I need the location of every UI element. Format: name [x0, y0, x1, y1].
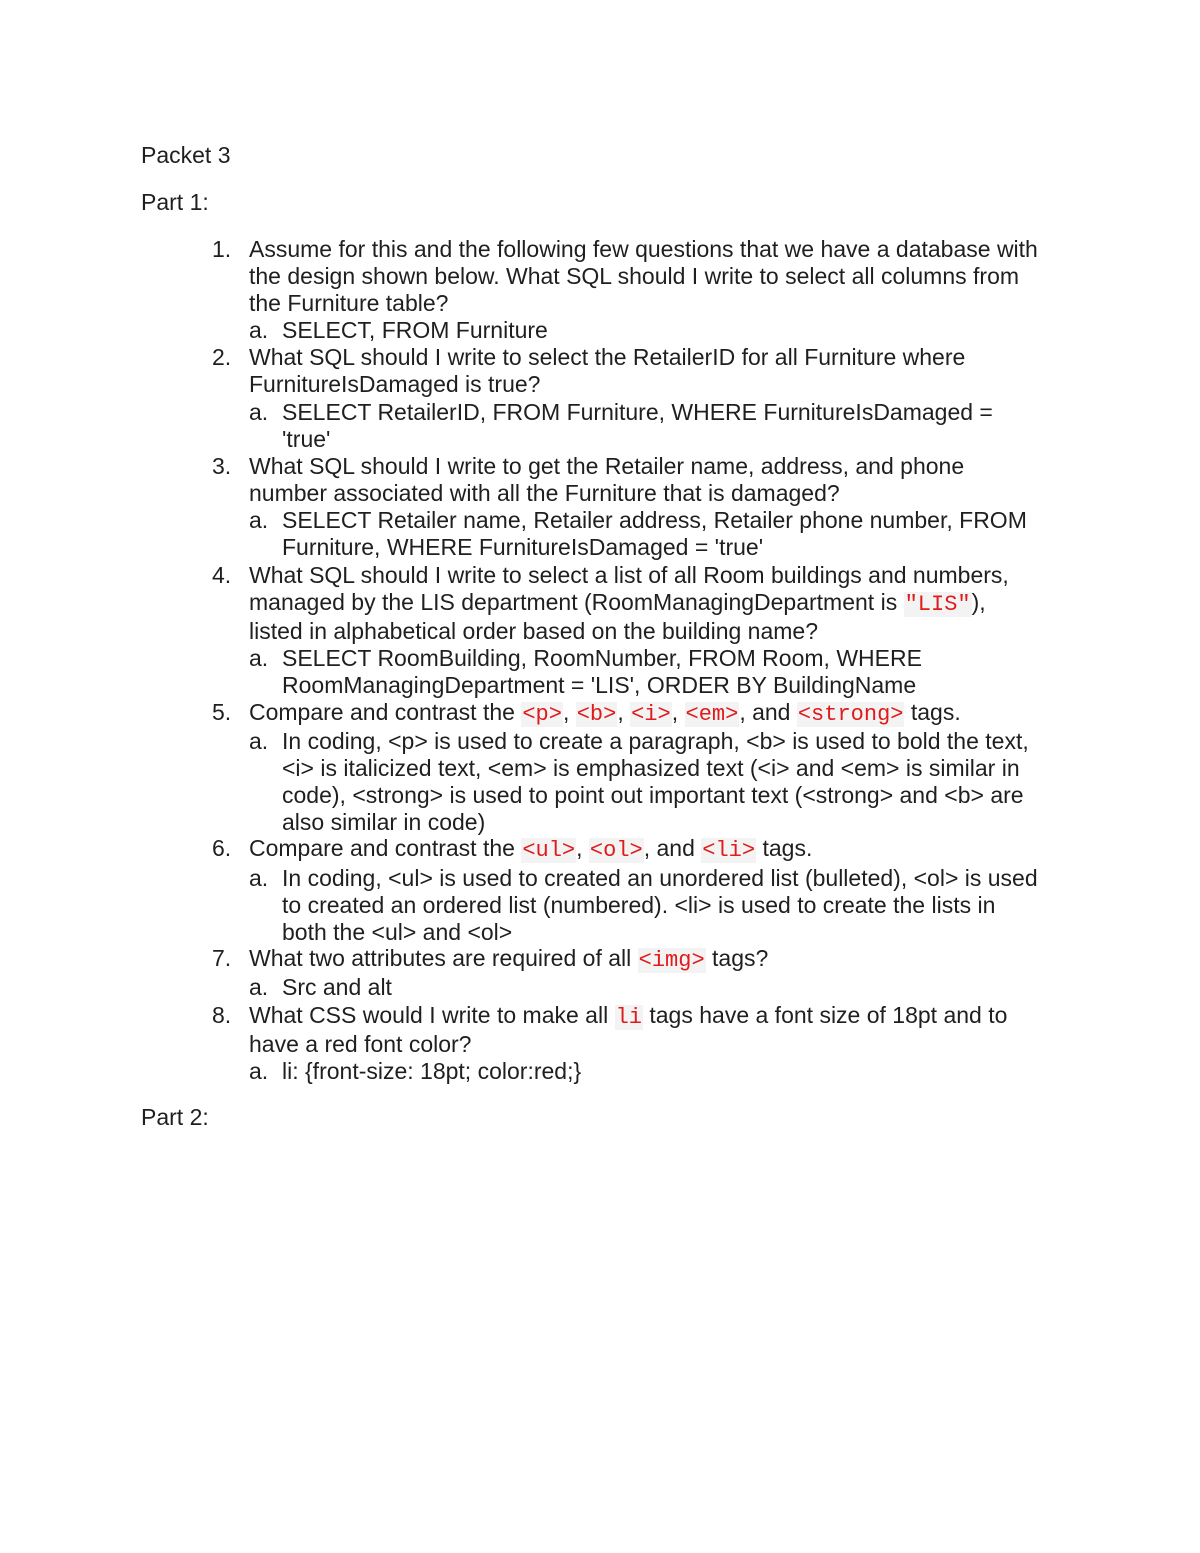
answer-line: SELECT RoomBuilding, RoomNumber, FROM Room, WHERE	[282, 645, 922, 671]
answer-line: RoomManagingDepartment = 'LIS', ORDER BY BuildingName	[282, 672, 917, 698]
question-line: have a red font color?	[249, 1031, 472, 1057]
question-line: What SQL should I write to select a list of all Room buildings and numbers,	[249, 562, 1009, 588]
question-line	[249, 589, 1069, 618]
answer-text	[282, 865, 1082, 946]
inline-code: <p>	[522, 702, 562, 727]
question-line: Assume for this and the following few questions that we have a database with	[249, 236, 1038, 262]
question-line: number associated with all the Furniture that is damaged?	[249, 480, 840, 506]
answer-line: In coding, <p> is used to create a paragraph, <b> is used to bold the text,	[282, 728, 1029, 754]
text-segment: , and	[739, 699, 797, 725]
text-segment: tags?	[705, 945, 769, 971]
inline-code: <li>	[702, 838, 756, 863]
answer-line: to created an ordered list (numbered). <li> is used to create the lists in	[282, 892, 996, 918]
inline-code: li	[615, 1005, 642, 1030]
answer-letter: a.	[249, 317, 269, 343]
question-line: What SQL should I write to select the RetailerID for all Furniture where	[249, 344, 966, 370]
question-line: FurnitureIsDamaged is true?	[249, 371, 541, 397]
text-segment: ,	[671, 699, 685, 725]
text-segment: Compare and contrast the	[249, 699, 522, 725]
answer-line: code), <strong> is used to point out important text (<strong> and <b> are	[282, 782, 1024, 808]
question-number: 6.	[212, 835, 232, 861]
answer-text	[282, 728, 1082, 836]
part-1-heading: Part 1:	[141, 189, 209, 215]
question-number: 3.	[212, 453, 232, 479]
question-text	[249, 699, 1069, 728]
text-segment: ,	[576, 835, 589, 861]
text-segment: tags.	[756, 835, 813, 861]
text-segment: managed by the LIS department (RoomManagingDepartment is	[249, 589, 904, 615]
question-line: What SQL should I write to get the Retailer name, address, and phone	[249, 453, 965, 479]
answer-text	[282, 317, 1082, 344]
question-text	[249, 562, 1069, 645]
question-text	[249, 945, 1069, 974]
question-number: 7.	[212, 945, 232, 971]
question-number: 8.	[212, 1002, 232, 1028]
text-segment: ,	[562, 699, 576, 725]
text-segment: , and	[643, 835, 702, 861]
text-segment: What two attributes are required of all	[249, 945, 638, 971]
inline-code: "LIS"	[904, 592, 971, 617]
inline-code: <em>	[685, 702, 739, 727]
text-segment: What CSS would I write to make all	[249, 1002, 615, 1028]
answer-letter: a.	[249, 728, 269, 754]
answer-line: li: {front-size: 18pt; color:red;}	[282, 1058, 582, 1084]
answer-text	[282, 1058, 1082, 1085]
question-text	[249, 344, 1069, 398]
question-line: the Furniture table?	[249, 290, 449, 316]
inline-code: <strong>	[797, 702, 904, 727]
question-text	[249, 453, 1069, 507]
answer-letter: a.	[249, 1058, 269, 1084]
question-number: 4.	[212, 562, 232, 588]
text-segment: ),	[971, 589, 986, 615]
part-2-heading: Part 2:	[141, 1104, 209, 1130]
answer-line: 'true'	[282, 426, 331, 452]
question-text	[249, 236, 1069, 317]
text-segment: tags have a font size of 18pt and to	[642, 1002, 1008, 1028]
answer-line: also similar in code)	[282, 809, 486, 835]
inline-code: <ul>	[522, 838, 576, 863]
answer-letter: a.	[249, 645, 269, 671]
answer-line: SELECT RetailerID, FROM Furniture, WHERE FurnitureIsDamaged =	[282, 399, 993, 425]
answer-letter: a.	[249, 399, 269, 425]
inline-code: <b>	[576, 702, 617, 727]
text-segment: Compare and contrast the	[249, 835, 522, 861]
question-line	[249, 835, 1069, 864]
answer-text	[282, 507, 1082, 561]
document-title: Packet 3	[141, 142, 231, 168]
answer-line: Furniture, WHERE FurnitureIsDamaged = 'true'	[282, 534, 764, 560]
text-segment: ,	[617, 699, 631, 725]
text-segment: tags.	[904, 699, 961, 725]
question-line	[249, 945, 1069, 974]
answer-letter: a.	[249, 974, 269, 1000]
answer-line: SELECT Retailer name, Retailer address, Retailer phone number, FROM	[282, 507, 1027, 533]
question-text	[249, 1002, 1069, 1058]
answer-letter: a.	[249, 865, 269, 891]
question-line	[249, 699, 1069, 728]
answer-line: Src and alt	[282, 974, 392, 1000]
answer-letter: a.	[249, 507, 269, 533]
question-number: 1.	[212, 236, 232, 262]
answer-line: In coding, <ul> is used to created an unordered list (bulleted), <ol> is used	[282, 865, 1038, 891]
answer-text	[282, 645, 1082, 699]
question-line: the design shown below. What SQL should I write to select all columns from	[249, 263, 1020, 289]
answer-text	[282, 399, 1082, 453]
answer-line: SELECT, FROM Furniture	[282, 317, 548, 343]
question-line: listed in alphabetical order based on the building name?	[249, 618, 819, 644]
inline-code: <ol>	[589, 838, 643, 863]
question-number: 2.	[212, 344, 232, 370]
answer-line: <i> is italicized text, <em> is emphasized text (<i> and <em> is similar in	[282, 755, 1020, 781]
question-line	[249, 1002, 1069, 1031]
question-text	[249, 835, 1069, 864]
answer-line: both the <ul> and <ol>	[282, 919, 513, 945]
inline-code: <img>	[638, 948, 705, 973]
answer-text	[282, 974, 1082, 1001]
question-number: 5.	[212, 699, 232, 725]
inline-code: <i>	[631, 702, 671, 727]
